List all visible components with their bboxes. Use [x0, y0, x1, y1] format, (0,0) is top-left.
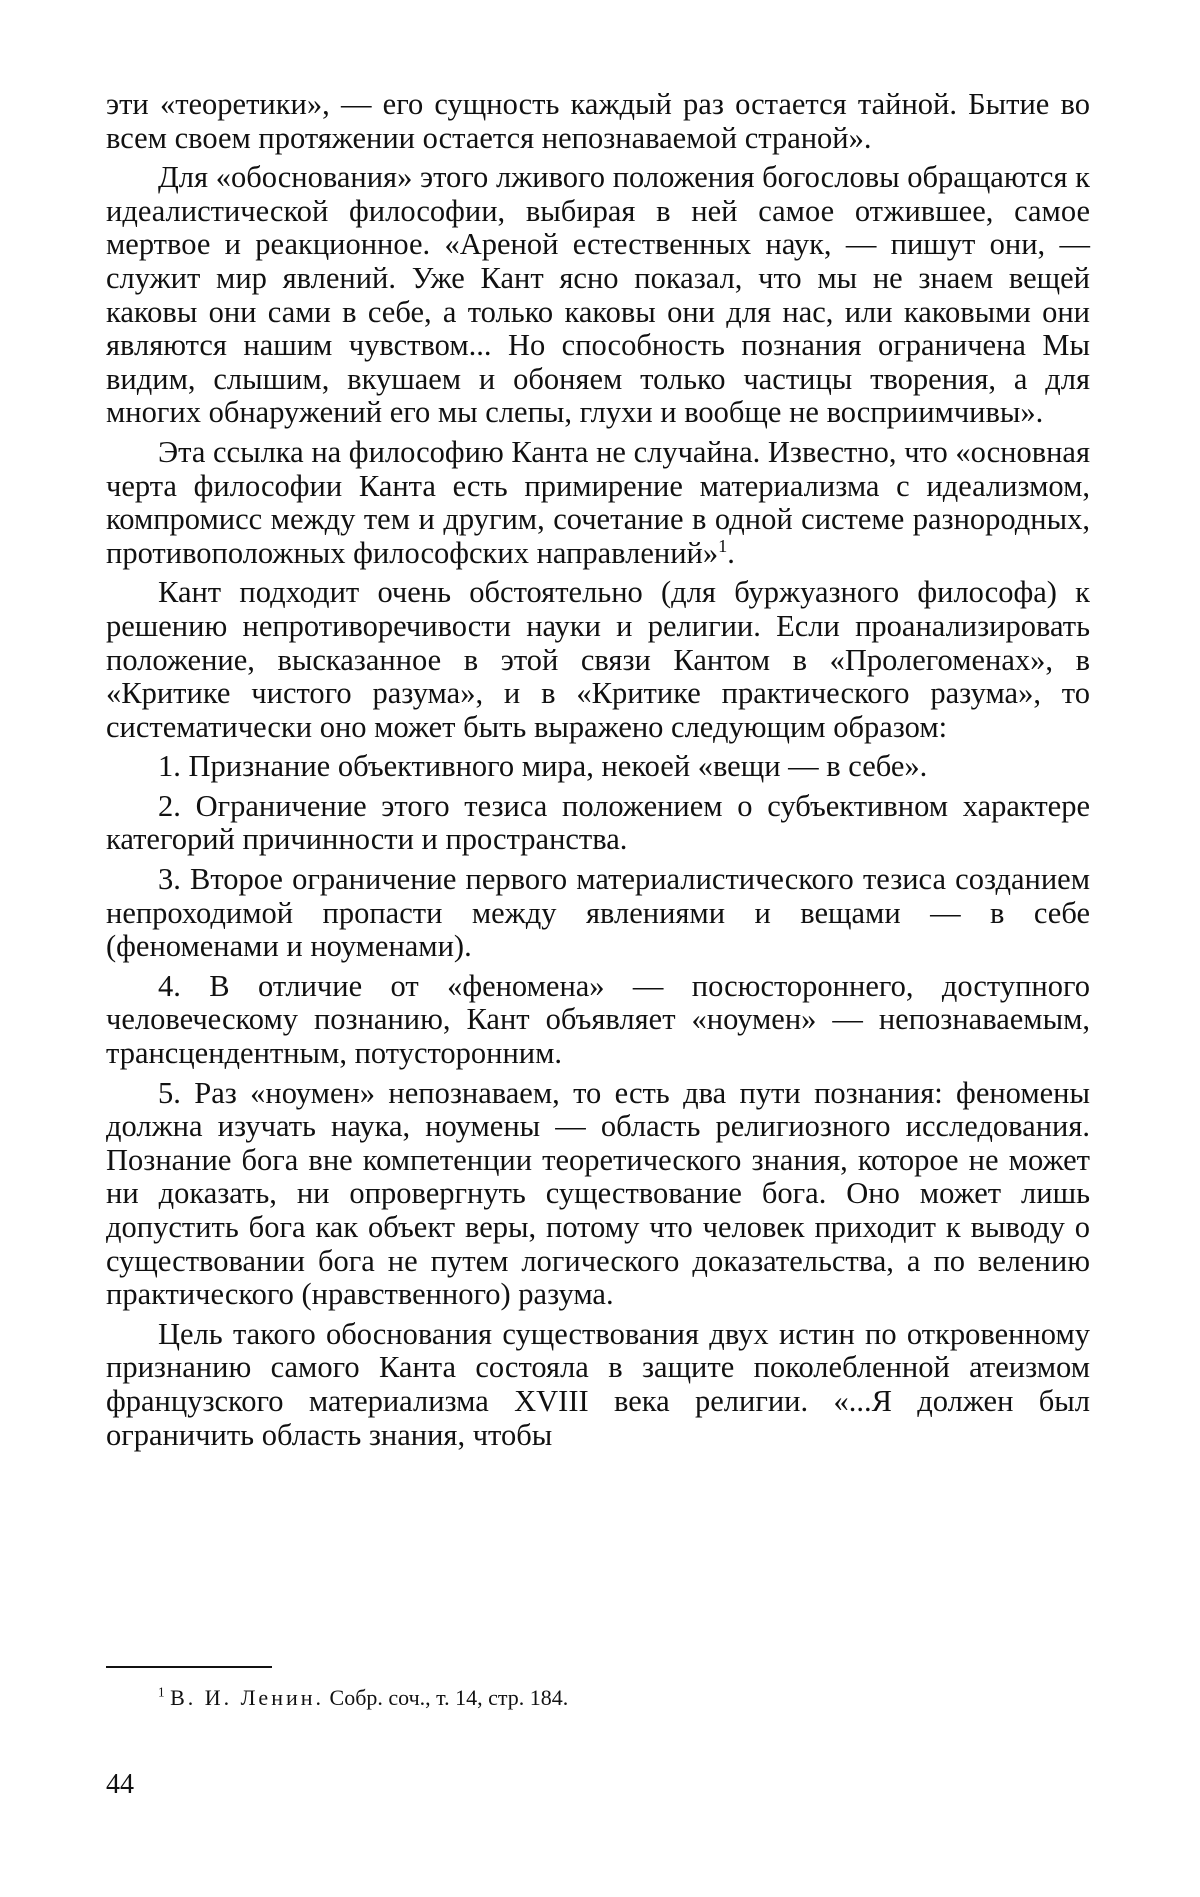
footnote-divider: [106, 1666, 272, 1668]
paragraph-3-text: Эта ссылка на философию Канта не случайна. Известно, что «основная черта философии Канта есть примирение материализма с идеализмом, компромисс между тем и другим, сочетание в одной системе разнородных, противоположных философских направлений»: [106, 434, 1090, 570]
body-text: [106, 88, 1090, 1452]
paragraph-1: эти «теоретики», — его сущность каждый раз остается тайной. Бытие во всем своем протяжении остается непознаваемой страной».: [106, 87, 1090, 155]
list-item-5: 5. Раз «ноумен» непознаваем, то есть два пути познания: феномены должна изучать наука, ноумены — область религиозного исследования. Познание бога вне компетенции теоретического знания, которое не может ни доказать, ни опровергнуть существование бога. Оно может лишь допустить бога как объект веры, потому что человек приходит к выводу о существовании бога не путем логического доказательства, а по велению практического (нравственного) разума.: [106, 1075, 1090, 1312]
footnote: [106, 1684, 1090, 1712]
paragraph-3: Эта ссылка на философию Канта не случайна. Известно, что «основная черта философии Канта есть примирение материализма с идеализмом, компромисс между тем и другим, сочетание в одной системе разнородных, противоположных философских направлений»$^1$.: [106, 434, 1090, 570]
footnote-area: [106, 1666, 1090, 1712]
paragraph-4: Кант подходит очень обстоятельно (для буржуазного философа) к решению непротиворечивости науки и религии. Если проанализировать положение, высказанное в этой связи Кантом в «Пролегоменах», в «Критике чистого разума», и в «Критике практического разума», то систематически оно может быть выражено следующим образом:: [106, 575, 1090, 744]
paragraph-last: Цель такого обоснования существования двух истин по откровенному признанию самого Канта состояла в защите поколебленной атеизмом французского материализма XVIII века религии. «...Я должен был ограничить область знания, чтобы: [106, 1316, 1090, 1452]
list-item-4: 4. В отличие от «феномена» — посюстороннего, доступного человеческому познанию, Кант объявляет «ноумен» — непознаваемым, трансцендентным, потусторонним.: [106, 968, 1090, 1071]
footnote-marker: 1: [158, 1684, 165, 1700]
page-content: [106, 88, 1090, 1452]
footnote-reference: 1: [718, 535, 728, 556]
list-item-1: 1. Признание объективного мира, некоей «вещи — в себе».: [158, 749, 928, 784]
paragraph-2: Для «обоснования» этого лживого положения богословы обращаются к идеалистической философии, выбирая в ней самое отжившее, самое мертвое и реакционное. «Ареной естественных наук, — пишут они, — служит мир явлений. Уже Кант ясно показал, что мы не знаем вещей каковы они сами в себе, а только каковы они для нас, или каковыми они являются нашим чувством... Но способность познания ограничена Мы видим, слышим, вкушаем и обоняем только частицы творения, а для многих обнаружений его мы слепы, глухи и вообще не восприимчивы».: [106, 160, 1090, 430]
list-item-2: 2. Ограничение этого тезиса положением о субъективном характере категорий причинности и пространства.: [106, 788, 1090, 857]
list-item-3: 3. Второе ограничение первого материалистического тезиса созданием непроходимой пропасти между явлениями и вещами — в себе (феноменами и ноуменами).: [106, 862, 1090, 964]
footnote-source: Собр. соч., т. 14, стр. 184.: [329, 1685, 569, 1710]
footnote-author: В. И. Ленин.: [170, 1685, 325, 1710]
page-number: 44: [106, 1769, 134, 1800]
